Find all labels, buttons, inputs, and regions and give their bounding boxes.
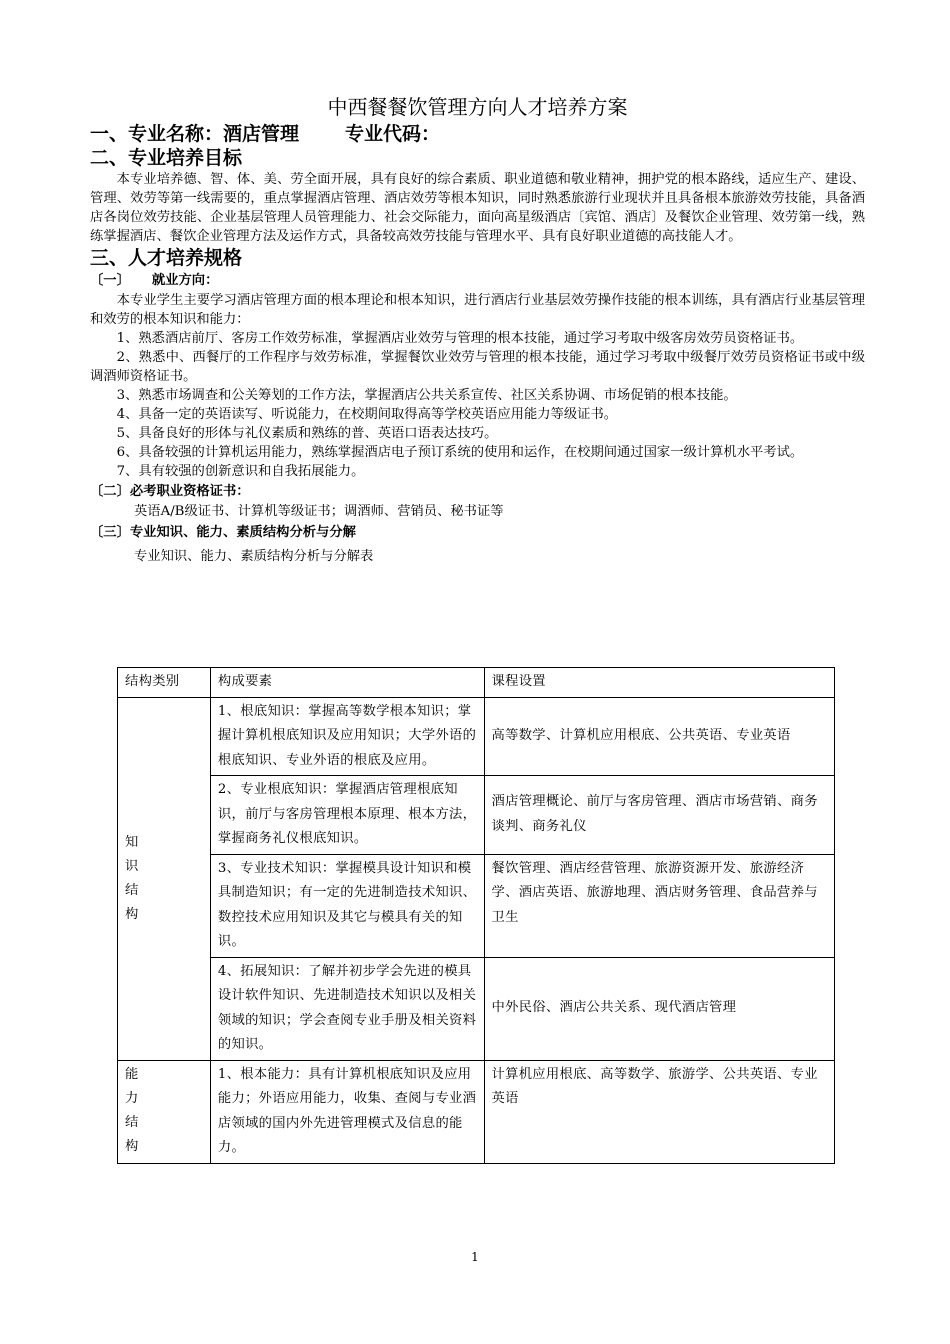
subsection-1-heading: 〔一〕 就业方向： — [90, 273, 219, 288]
major-name: 一、专业名称：酒店管理 — [90, 123, 300, 145]
subsection-2-heading: 〔二〕必考职业资格证书： — [90, 484, 250, 499]
courses-cell: 计算机应用根底、高等数学、旅游学、公共英语、专业英语 — [484, 1060, 835, 1163]
list-item: 6、具备较强的计算机运用能力，熟练掌握酒店电子预订系统的使用和运作，在校期间通过国家一级计算机水平考试。 — [116, 445, 804, 460]
table-header-cell: 课程设置 — [484, 668, 835, 698]
courses-cell: 高等数学、计算机应用根底、公共英语、专业英语 — [484, 697, 835, 776]
certificates-line: 英语A/B级证书、计算机等级证书；调酒师、营销员、秘书证等 — [134, 504, 504, 519]
table-header-cell: 结构类别 — [118, 668, 211, 698]
table-caption: 专业知识、能力、素质结构分析与分解表 — [134, 549, 374, 564]
category-ability-cell — [118, 1060, 211, 1163]
subsection-3-heading: 〔三〕专业知识、能力、素质结构分析与分解 — [90, 525, 356, 540]
major-code-label: 专业代码： — [345, 123, 441, 145]
employment-intro-paragraph: 本专业学生主要学习酒店管理方面的根本理论和根本知识，进行酒店行业基层效劳操作技能的根本训练，具有酒店行业基层管理和效劳的根本知识和能力： — [90, 293, 865, 327]
courses-cell: 酒店管理概论、前厅与客房管理、酒店市场营销、商务谈判、商务礼仪 — [484, 776, 835, 855]
table-row — [118, 776, 835, 855]
category-ability-label: 能 力 结 构 — [125, 1066, 139, 1154]
list-item: 4、具备一定的英语读写、听说能力，在校期间取得高等学校英语应用能力等级证书。 — [116, 407, 618, 422]
list-item: 3、熟悉市场调查和公关筹划的工作方法，掌握酒店公共关系宣传、社区关系协调、市场促销的根本技能。 — [116, 388, 737, 403]
courses-cell: 中外民俗、酒店公共关系、现代酒店管理 — [484, 957, 835, 1060]
element-cell: 1、根本能力：具有计算机根底知识及应用能力；外语应用能力，收集、查阅与专业酒店领域的国内外先进管理模式及信息的能力。 — [210, 1060, 484, 1163]
list-item: 5、具备良好的形体与礼仪素质和熟练的普、英语口语表达技巧。 — [116, 426, 498, 441]
section-2-heading: 二、专业培养目标 — [90, 147, 243, 169]
list-item: 7、具有较强的创新意识和自我拓展能力。 — [116, 464, 365, 479]
category-knowledge-cell — [118, 697, 211, 1060]
training-goal-paragraph: 本专业培养德、智、体、美、劳全面开展，具有良好的综合素质、职业道德和敬业精神，拥护党的根本路线，适应生产、建设、管理、效劳等第一线需要的，重点掌握酒店管理、酒店效劳等根本知识，同时熟悉旅游行业现状并且具备根本旅游效劳技能，具备酒店各岗位效劳技能、企业基层管理人员管理能力、社会交际能力，面向高星级酒店〔宾馆、酒店〕及餐饮企业管理、效劳第一线，熟练掌握酒店、餐饮企业管理方法及运作方式，具备较高效劳技能与管理水平、具有良好职业道德的高技能人才。 — [90, 172, 865, 244]
table-row — [118, 697, 835, 776]
table-row — [118, 854, 835, 957]
element-cell: 1、根底知识：掌握高等数学根本知识；掌握计算机根底知识及应用知识；大学外语的根底知识、专业外语的根底及应用。 — [210, 697, 484, 776]
list-item: 2、熟悉中、西餐厅的工作程序与效劳标准，掌握餐饮业效劳与管理的根本技能，通过学习考取中级餐厅效劳员资格证书或中级调酒师资格证书。 — [90, 350, 865, 384]
section-3-heading: 三、人才培养规格 — [90, 247, 243, 269]
category-knowledge-label: 知 识 结 构 — [125, 834, 139, 922]
element-cell: 4、拓展知识：了解并初步学会先进的模具设计软件知识、先进制造技术知识以及相关领域的知识；学会查阅专业手册及相关资料的知识。 — [210, 957, 484, 1060]
table-row — [118, 1060, 835, 1163]
document-page — [90, 92, 865, 570]
section-1-heading — [90, 122, 865, 146]
document-title: 中西餐餐饮管理方向人才培养方案 — [327, 95, 628, 119]
list-item: 1、熟悉酒店前厅、客房工作效劳标准，掌握酒店业效劳与管理的根本技能，通过学习考取中级客房效劳员资格证书。 — [116, 331, 804, 346]
page-number: 1 — [471, 1250, 479, 1264]
element-cell: 2、专业根底知识：掌握酒店管理根底知识，前厅与客房管理根本原理、根本方法，掌握商务礼仪根底知识。 — [210, 776, 484, 855]
table-header-row — [118, 668, 835, 698]
element-cell: 3、专业技术知识：掌握模具设计知识和模具制造知识；有一定的先进制造技术知识、数控技术应用知识及其它与模具有关的知识。 — [210, 854, 484, 957]
table-header-cell: 构成要素 — [210, 668, 484, 698]
structure-analysis-table — [117, 667, 835, 1164]
courses-cell: 餐饮管理、酒店经营管理、旅游资源开发、旅游经济学、酒店英语、旅游地理、酒店财务管理、食品营养与卫生 — [484, 854, 835, 957]
table-row — [118, 957, 835, 1060]
